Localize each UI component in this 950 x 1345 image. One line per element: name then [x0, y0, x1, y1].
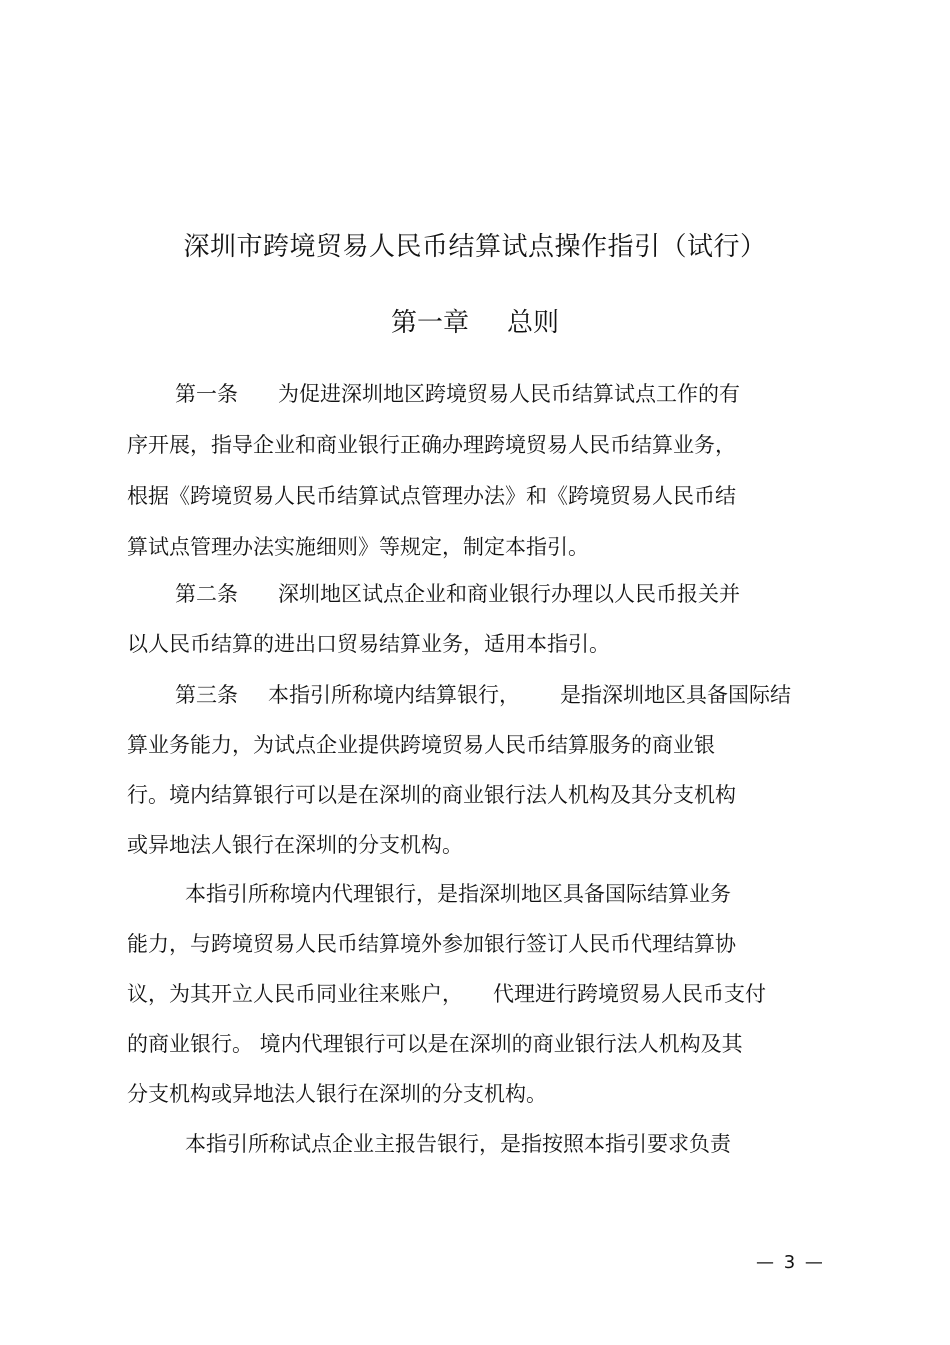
article-2-line-2: 以人民币结算的进出口贸易结算业务，适用本指引。	[127, 632, 610, 656]
article-1-label: 第一条	[175, 382, 238, 406]
article-1-line-4: 算试点管理办法实施细则》等规定，制定本指引。	[127, 535, 589, 559]
article-1-line-1: 第一条 为促进深圳地区跨境贸易人民币结算试点工作的有	[175, 382, 740, 406]
article-1-line-2: 序开展，指导企业和商业银行正确办理跨境贸易人民币结算业务，	[127, 433, 736, 457]
article-3-line-1: 第三条 本指引所称境内结算银行， 是指深圳地区具备国际结	[175, 683, 791, 707]
article-1-line-3: 根据《跨境贸易人民币结算试点管理办法》和《跨境贸易人民币结	[127, 484, 736, 508]
paragraph-4-line-3: 议，为其开立人民币同业往来账户， 代理进行跨境贸易人民币支付	[127, 982, 766, 1006]
article-3-label: 第三条	[175, 683, 238, 707]
paragraph-4-line-2: 能力，与跨境贸易人民币结算境外参加银行签订人民币代理结算协	[127, 932, 736, 956]
paragraph-4-line-5: 分支机构或异地法人银行在深圳的分支机构。	[127, 1082, 547, 1106]
document-title: 深圳市跨境贸易人民币结算试点操作指引（试行）	[183, 232, 767, 262]
page-number: — 3 —	[756, 1252, 825, 1273]
chapter-heading	[0, 302, 950, 339]
article-3-line-2: 算业务能力，为试点企业提供跨境贸易人民币结算服务的商业银	[127, 733, 715, 757]
article-3-line-4: 或异地法人银行在深圳的分支机构。	[127, 833, 463, 857]
paragraph-5-line-1: 本指引所称试点企业主报告银行，是指按照本指引要求负责	[185, 1132, 731, 1156]
chapter-number: 第一章	[390, 308, 469, 338]
paragraph-4-line-4: 的商业银行。 境内代理银行可以是在深圳的商业银行法人机构及其	[127, 1032, 743, 1056]
article-2-label: 第二条	[175, 582, 238, 606]
chapter-name: 总则	[507, 308, 560, 338]
article-2-line-1: 第二条 深圳地区试点企业和商业银行办理以人民币报关并	[175, 582, 740, 606]
paragraph-4-line-1: 本指引所称境内代理银行，是指深圳地区具备国际结算业务	[185, 882, 731, 906]
article-3-line-3: 行。境内结算银行可以是在深圳的商业银行法人机构及其分支机构	[127, 783, 736, 807]
